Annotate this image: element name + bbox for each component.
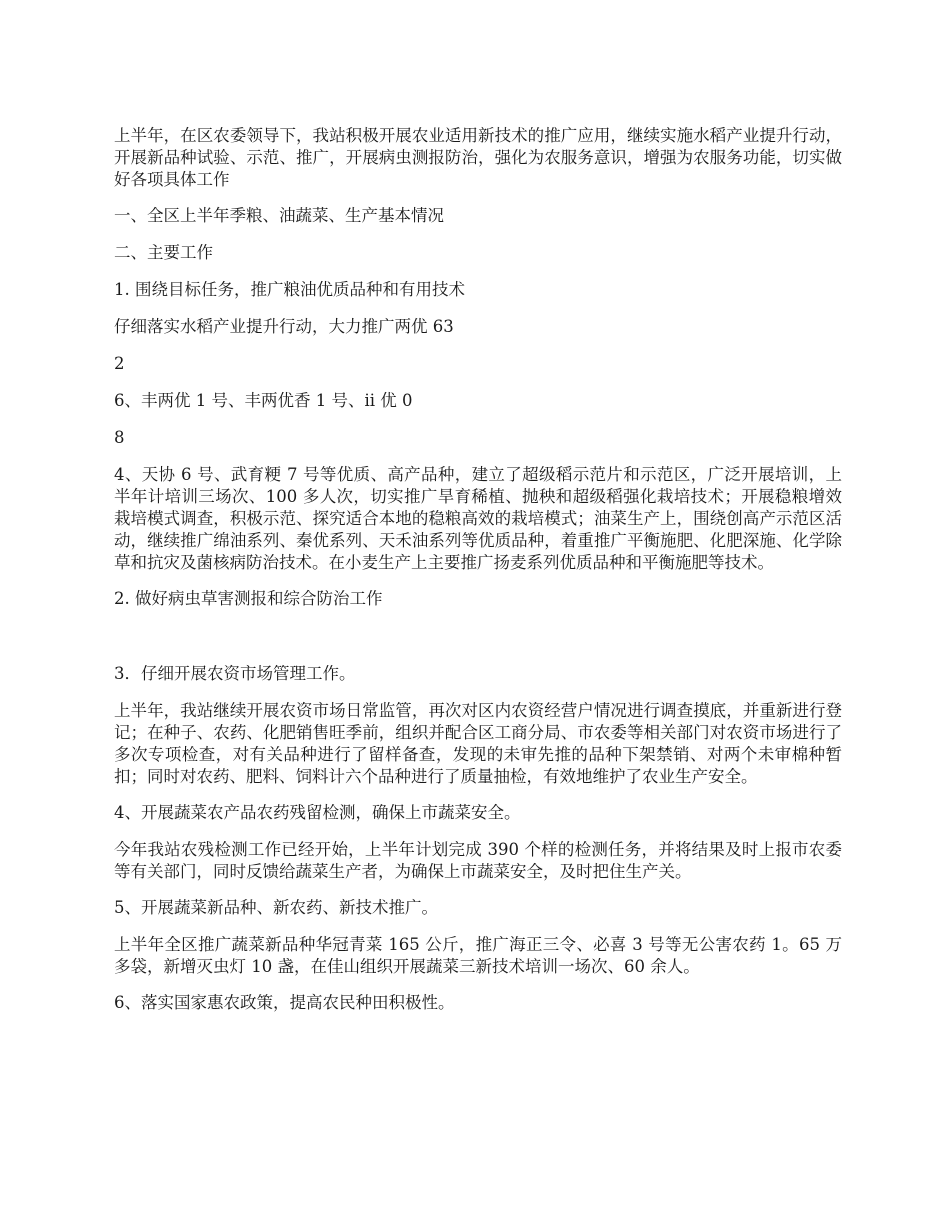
item-4-body: 今年我站农残检测工作已经开始，上半年计划完成 390 个样的检测任务，并将结果及时上报市农委等有关部门，同时反馈给蔬菜生产者，为确保上市蔬菜安全，及时把住生产关。 <box>114 840 842 881</box>
item-3-title: 3．仔细开展农资市场管理工作。 <box>114 664 356 683</box>
item-1-line: 仔细落实水稻产业提升行动，大力推广两优 63 <box>114 317 454 336</box>
blank-gap <box>114 625 842 663</box>
item-6-title: 6、落实国家惠农政策，提高农民种田积极性。 <box>114 993 455 1012</box>
item-1-title: 1. 围绕目标任务，推广粮油优质品种和有用技术 <box>114 280 465 299</box>
item-1-line: 8 <box>114 428 125 447</box>
section-heading-1: 一、全区上半年季粮、油蔬菜、生产基本情况 <box>114 206 444 225</box>
document-page <box>114 125 842 1029</box>
section-heading-2: 二、主要工作 <box>114 243 213 262</box>
intro-paragraph: 上半年，在区农委领导下，我站积极开展农业适用新技术的推广应用，继续实施水稻产业提升行动，开展新品种试验、示范、推广，开展病虫测报防治，强化为农服务意识，增强为农服务功能，切实做好各项具体工作 <box>114 126 842 189</box>
item-1-line: 6、丰两优 1 号、丰两优香 1 号、ii 优 0 <box>114 391 413 410</box>
item-1-body: 4、天协 6 号、武育粳 7 号等优质、高产品种，建立了超级稻示范片和示范区，广泛开展培训，上半年计培训三场次、100 多人次，切实推广旱育稀植、抛秧和超级稻强化栽培技术；开展稳粮增效栽培模式调查，积极示范、探究适合本地的稳粮高效的栽培模式；油菜生产上，围绕创高产示范区活动，继续推广绵油系列、秦优系列、天禾油系列等优质品种，着重推广平衡施肥、化肥深施、化学除草和抗灾及菌核病防治技术。在小麦生产上主要推广扬麦系列优质品种和平衡施肥等技术。 <box>114 465 842 572</box>
item-3-body: 上半年，我站继续开展农资市场日常监管，再次对区内农资经营户情况进行调查摸底，并重新进行登记；在种子、农药、化肥销售旺季前，组织并配合区工商分局、市农委等相关部门对农资市场进行了多次专项检查，对有关品种进行了留样备查，发现的未审先推的品种下架禁销、对两个未审棉种暂扣；同时对农药、肥料、饲料计六个品种进行了质量抽检，有效地维护了农业生产安全。 <box>114 701 842 786</box>
item-5-body: 上半年全区推广蔬菜新品种华冠青菜 165 公斤，推广海正三令、必喜 3 号等无公害农药 1。65 万多袋，新增灭虫灯 10 盏，在佳山组织开展蔬菜三新技术培训一场次、60 余人。 <box>114 935 842 976</box>
item-5-title: 5、开展蔬菜新品种、新农药、新技术推广。 <box>114 898 438 917</box>
item-1-line: 2 <box>114 354 125 373</box>
item-2-title: 2. 做好病虫草害测报和综合防治工作 <box>114 589 383 608</box>
item-4-title: 4、开展蔬菜农产品农药残留检测，确保上市蔬菜安全。 <box>114 803 521 822</box>
